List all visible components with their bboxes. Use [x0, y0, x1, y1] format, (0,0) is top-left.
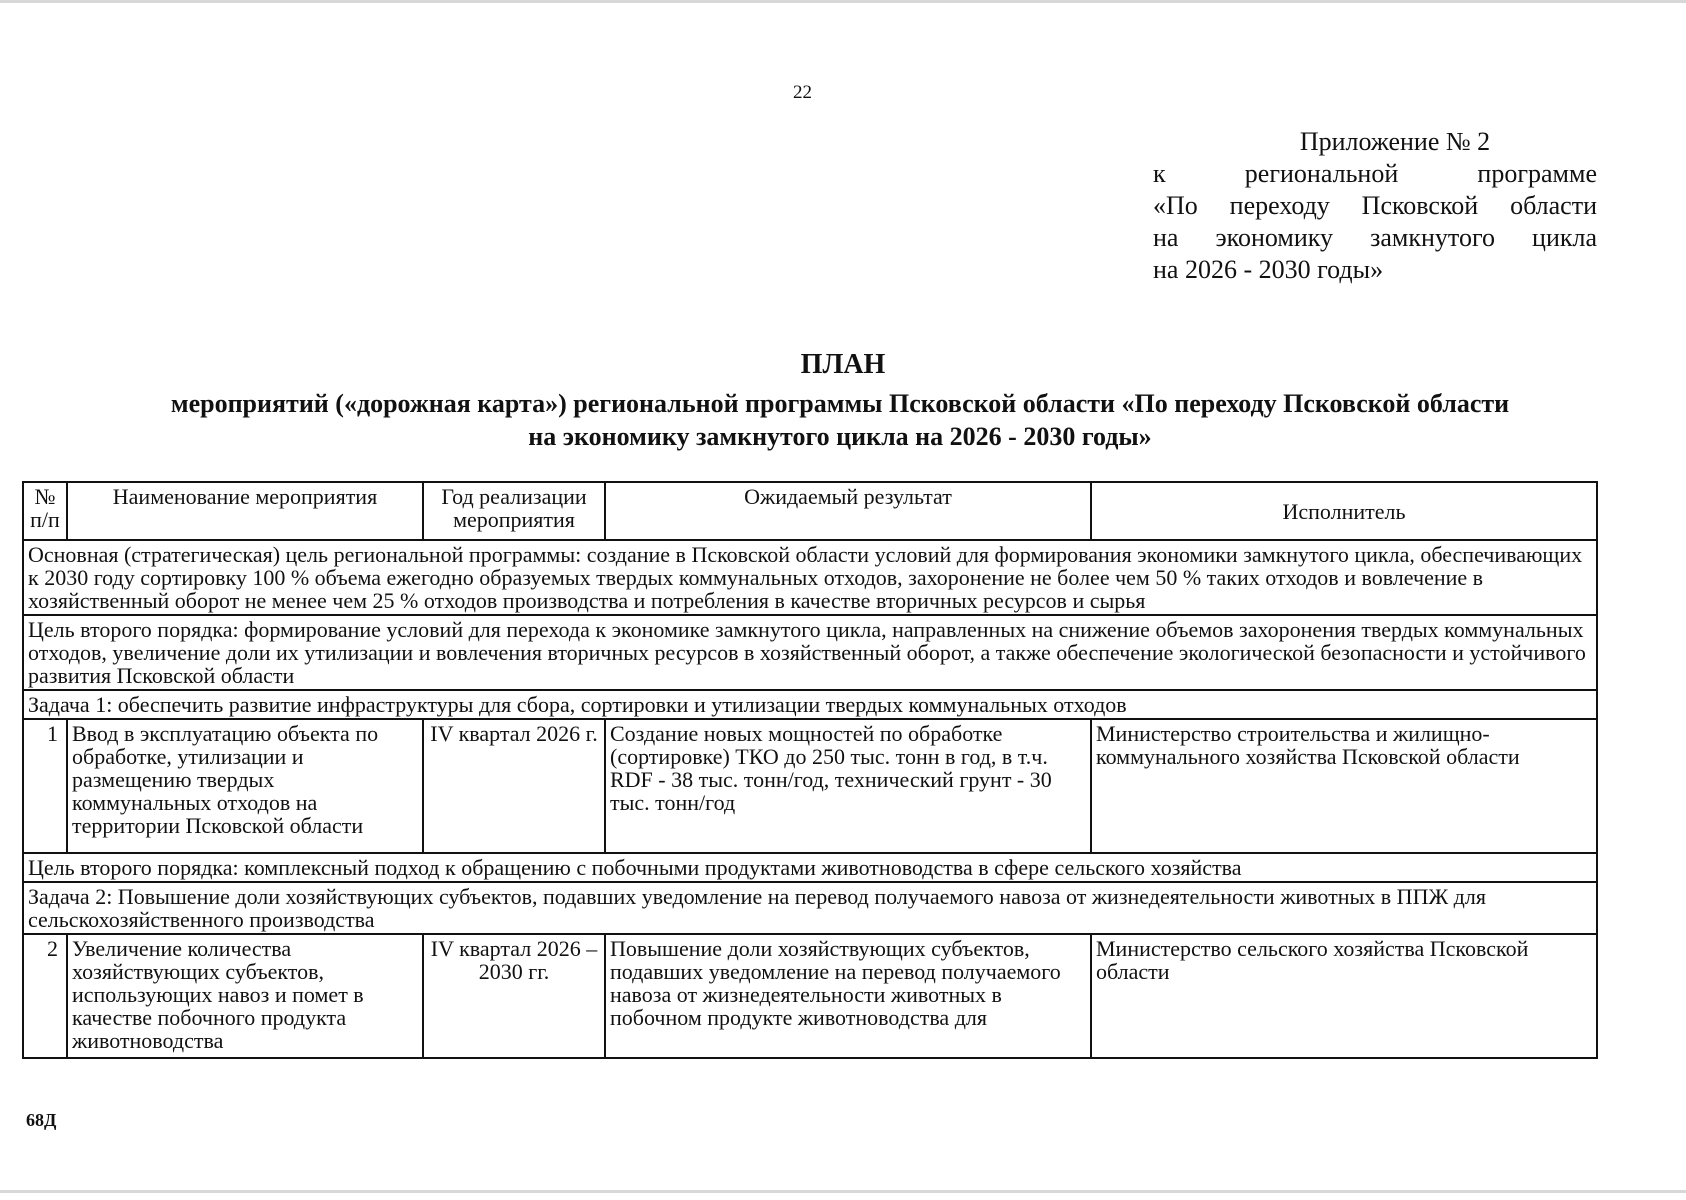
plan-subtitle-line: мероприятий («дорожная карта») региональной программы Псковской области «По переходу Псковской области — [170, 389, 1510, 418]
row-result: Повышение доли хозяйствующих субъектов, подавших уведомление на перевод получаемого навоза от жизнедеятельности животных в побочном продукте животноводства для — [605, 934, 1091, 1058]
footer-code: 68Д — [26, 1110, 57, 1130]
roadmap-table — [22, 481, 1598, 1059]
task-cell: Задача 2: Повышение доли хозяйствующих субъектов, подавших уведомление на перевод получаемого навоза от жизнедеятельности животных в ППЖ для сельскохозяйственного производства — [23, 882, 1597, 934]
task-row — [23, 882, 1597, 934]
goal-row — [23, 615, 1597, 690]
table-header-row — [23, 482, 1597, 540]
main-goal-cell: Основная (стратегическая) цель региональной программы: создание в Псковской области условий для формирования экономики замкнутого цикла, обеспечивающих к 2030 году сортировку 100 % объема ежегодно образуемых твердых коммунальных отходов, захоронение не более чем 50 % таких отходов и вовлечение в хозяйственный оборот не менее чем 25 % отходов производства и потребления в качестве вторичных ресурсов и сырья — [23, 540, 1597, 615]
goal-cell: Цель второго порядка: комплексный подход к обращению с побочными продуктами животноводства в сфере сельского хозяйства — [23, 853, 1597, 882]
scan-edge-bottom — [0, 1190, 1686, 1193]
plan-subtitle — [40, 387, 1640, 453]
appendix-block — [1153, 126, 1597, 286]
plan-subtitle-line: на экономику замкнутого цикла на 2026 - 2030 годы» — [528, 422, 1152, 451]
appendix-line: на 2026 - 2030 годы» — [1153, 255, 1384, 284]
appendix-line: на экономику замкнутого цикла — [1153, 223, 1597, 252]
task-row — [23, 690, 1597, 719]
row-name: Увеличение количества хозяйствующих субъектов, использующих навоз и помет в качестве побочного продукта животноводства — [67, 934, 423, 1058]
appendix-line: «По переходу Псковской области — [1153, 191, 1597, 220]
header-name: Наименование мероприятия — [67, 482, 423, 540]
appendix-line: к региональной программе — [1153, 159, 1597, 188]
goal-row — [23, 853, 1597, 882]
header-num: № п/п — [23, 482, 67, 540]
header-result: Ожидаемый результат — [605, 482, 1091, 540]
plan-title: ПЛАН — [800, 349, 886, 380]
row-name: Ввод в эксплуатацию объекта по обработке, утилизации и размещению твердых коммунальных отходов на территории Псковской области — [67, 719, 423, 853]
header-executor: Исполнитель — [1091, 482, 1597, 540]
page-number: 22 — [793, 82, 812, 103]
row-num: 1 — [23, 719, 67, 853]
row-result: Создание новых мощностей по обработке (сортировке) ТКО до 250 тыс. тонн в год, в т.ч. RDF - 38 тыс. тонн/год, технический грунт - 30 тыс. тонн/год — [605, 719, 1091, 853]
appendix-title: Приложение № 2 — [1299, 127, 1491, 156]
row-executor: Министерство строительства и жилищно-коммунального хозяйства Псковской области — [1091, 719, 1597, 853]
row-num: 2 — [23, 934, 67, 1058]
table-row — [23, 934, 1597, 1058]
goal-cell: Цель второго порядка: формирование условий для перехода к экономике замкнутого цикла, направленных на снижение объемов захоронения твердых коммунальных отходов, увеличение доли их утилизации и вовлечения вторичных ресурсов в хозяйственный оборот, а также обеспечение экологической безопасности и устойчивого развития Псковской области — [23, 615, 1597, 690]
row-year: IV квартал 2026 г. — [423, 719, 605, 853]
row-year: IV квартал 2026 – 2030 гг. — [423, 934, 605, 1058]
row-executor: Министерство сельского хозяйства Псковской области — [1091, 934, 1597, 1058]
table-row — [23, 719, 1597, 853]
header-year: Год реализации мероприятия — [423, 482, 605, 540]
scan-edge-top — [0, 0, 1686, 3]
main-goal-row — [23, 540, 1597, 615]
task-cell: Задача 1: обеспечить развитие инфраструктуры для сбора, сортировки и утилизации твердых коммунальных отходов — [23, 690, 1597, 719]
